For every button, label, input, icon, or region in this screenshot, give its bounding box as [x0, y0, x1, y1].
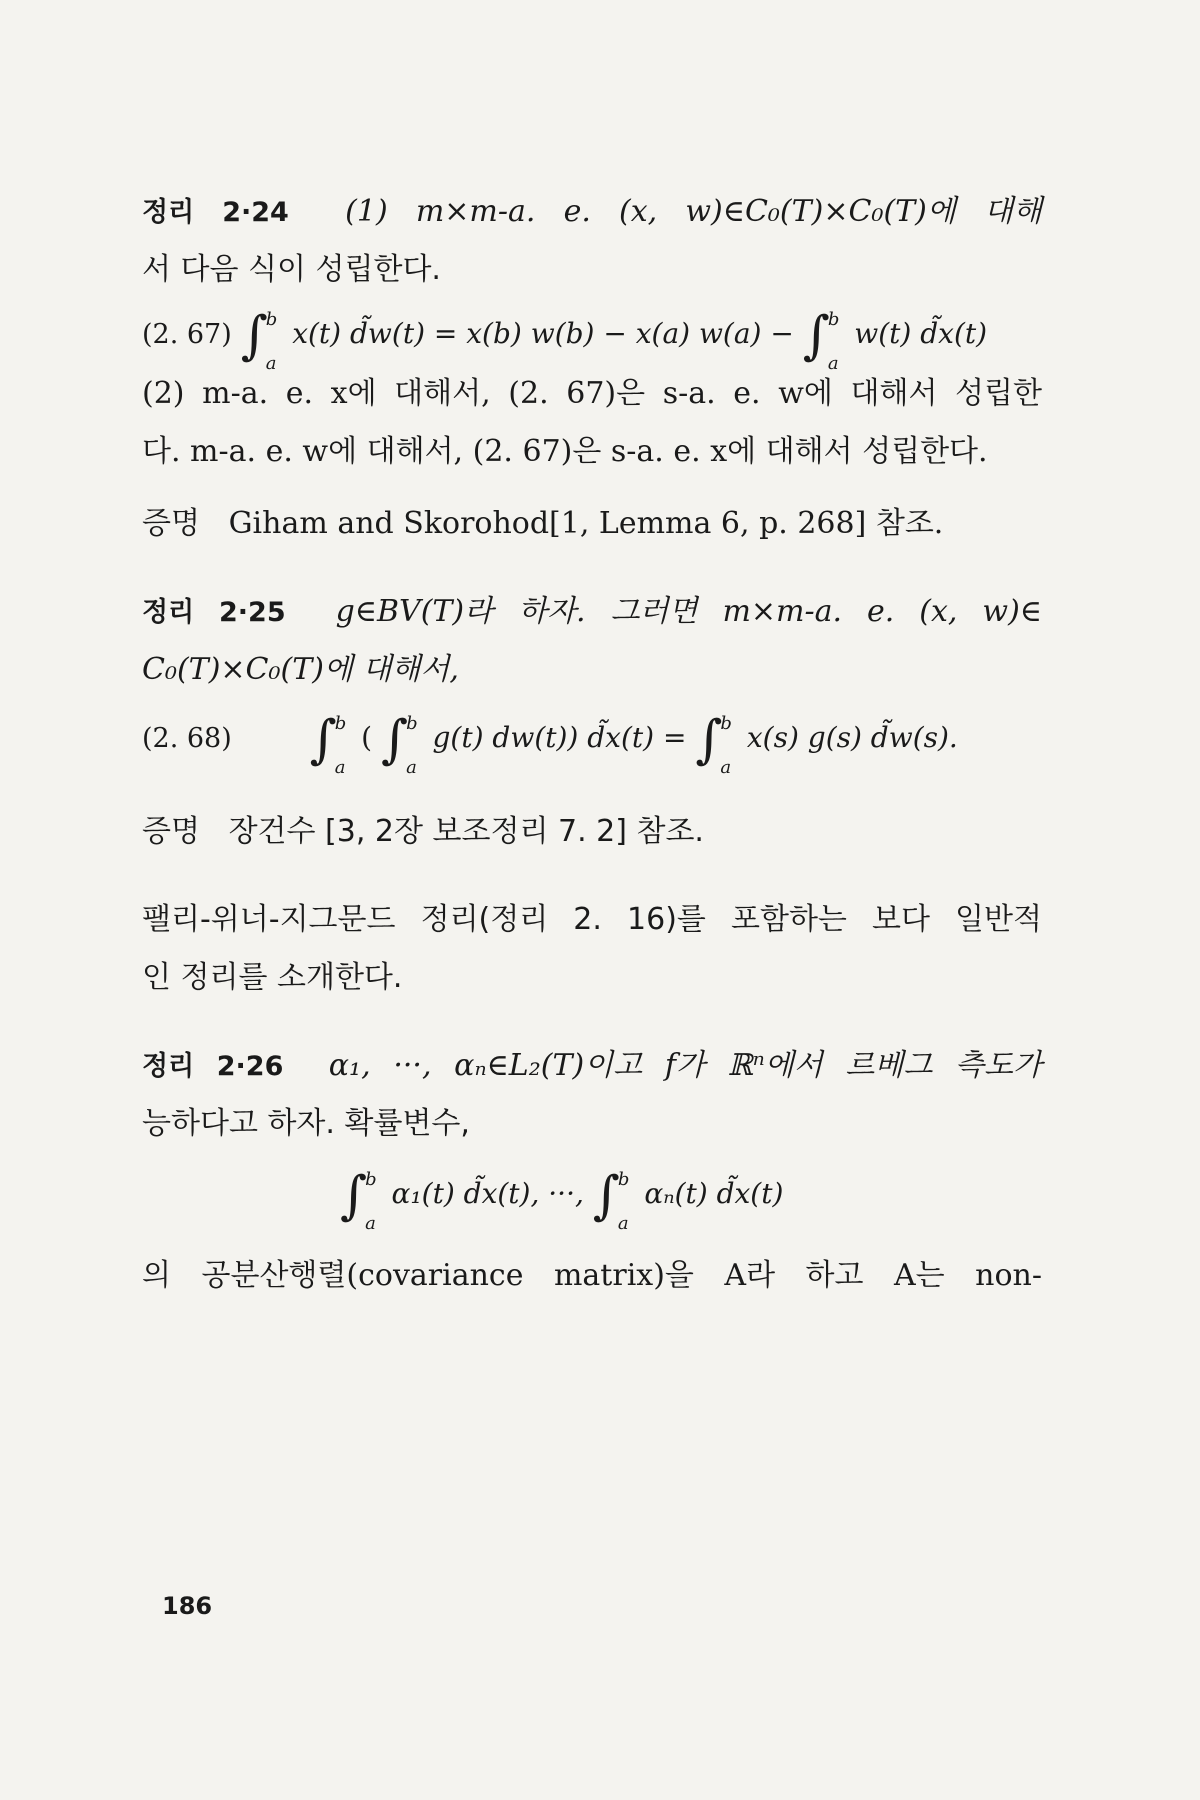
thm224-heading: 정리 2·24 [142, 197, 289, 228]
thm225-statement: g∈BV(T)라 하자. 그러면 m×m-a. e. (x, w)∈ [335, 594, 1042, 629]
eq-first: α₁(t) d̃x(t), ···, [391, 1177, 584, 1210]
integral-sign: ∫ [695, 710, 723, 770]
thm225-line1 [142, 580, 1042, 645]
eq-second: αₙ(t) d̃x(t) [644, 1177, 784, 1210]
thm224-statement: (1) m×m-a. e. (x, w)∈C₀(T)×C₀(T)에 대해 [345, 194, 1042, 229]
eq-inner: g(t) dw(t)) d̃x(t) = [432, 721, 687, 754]
integral-sign: ∫ [802, 306, 830, 366]
eq-lhs: x(t) d̃w(t) = x(b) w(b) − x(a) w(a) − [292, 317, 794, 350]
thm224-line1 [142, 180, 1042, 245]
last-line: 의 공분산행렬(covariance matrix)을 A라 하고 A는 non- [142, 1258, 1042, 1293]
thm224-line2: 서 다음 식이 성립한다. [142, 252, 441, 287]
proof-225 [142, 800, 1042, 864]
equation-2-67 [142, 296, 988, 374]
integral-sign: ∫ [309, 710, 337, 770]
proof-heading: 증명 [142, 814, 200, 849]
eq-number: (2. 68) [142, 723, 232, 754]
equation-random-variables [340, 1156, 784, 1234]
proof-text: 장건수 [3, 2장 보조정리 7. 2] 참조. [228, 814, 704, 849]
integral-limits: b a [334, 712, 347, 778]
integral-sign: ∫ [240, 306, 268, 366]
integral-sign: ∫ [380, 710, 409, 770]
proof-224 [142, 492, 1042, 556]
paren-open: ( [361, 721, 373, 754]
eq-number: (2. 67) [142, 319, 232, 350]
thm224b-line2: 다. m-a. e. w에 대해서, (2. 67)은 s-a. e. x에 대해서 성립한다. [142, 434, 988, 469]
thm226-statement: α₁, ···, αₙ∈L₂(T)이고 f가 ℝⁿ에서 르베그 측도가 [328, 1048, 1042, 1083]
thm226-line2: 능하다고 하자. 확률변수, [142, 1106, 470, 1141]
equation-2-68 [142, 700, 958, 778]
thm226-heading: 정리 2·26 [142, 1051, 284, 1082]
page-number: 186 [162, 1592, 213, 1620]
integral-limits: b a [365, 1168, 377, 1234]
eq-rhs: x(s) g(s) d̃w(s). [746, 721, 958, 754]
integral-limits: b a [406, 712, 418, 778]
integral-sign: ∫ [592, 1166, 620, 1226]
intro-line2: 인 정리를 소개한다. [142, 960, 403, 995]
thm225-line2: C₀(T)×C₀(T)에 대해서, [142, 652, 459, 687]
thm225-heading: 정리 2·25 [142, 597, 286, 628]
intro-line1: 팰리-위너-지그문드 정리(정리 2. 16)를 포함하는 보다 일반적 [142, 902, 1042, 937]
integral-sign: ∫ [340, 1166, 368, 1226]
proof-text: Giham and Skorohod[1, Lemma 6, p. 268] 참조. [228, 506, 944, 541]
eq-rhs: w(t) d̃x(t) [854, 317, 988, 350]
thm224b-line1: (2) m-a. e. x에 대해서, (2. 67)은 s-a. e. w에 대해서 성립한 [142, 376, 1042, 411]
integral-limits: b a [617, 1168, 630, 1234]
integral-limits: b a [827, 308, 840, 374]
integral-limits: b a [720, 712, 732, 778]
thm226-line1 [142, 1034, 1042, 1099]
proof-heading: 증명 [142, 506, 200, 541]
integral-limits: b a [265, 308, 278, 374]
